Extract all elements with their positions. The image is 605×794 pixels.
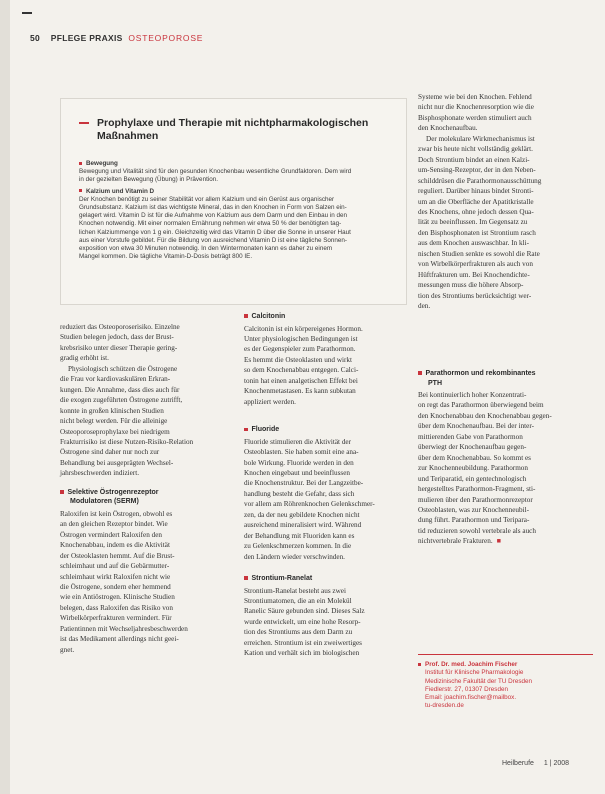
text-line: wie ein Antiöstrogen. Klinische Studien: [60, 593, 175, 602]
text-line: lität zu beeinflussen. Im Gegensatz zu: [418, 218, 528, 227]
text-line: kungen. Die Annahme, dass dies auch für: [60, 385, 180, 394]
text-line: die Knochenstruktur. Bei der Langzeitbe-: [244, 479, 364, 488]
journal-name: Heilberufe: [502, 760, 534, 767]
text-line: Ranelic Säure gebunden sind. Dieses Salz: [244, 607, 365, 616]
text-line: konnte in großen klinischen Studien: [60, 406, 164, 415]
end-of-article-mark: ■: [496, 536, 501, 546]
text-line: die Östrogene, sondern eher hemmend: [60, 582, 171, 591]
text-line: über dem Knochenaufbau. Bei der inter-: [418, 422, 535, 431]
title-line: Maßnahmen: [97, 130, 159, 142]
left-column: [60, 322, 232, 655]
page-number: 50: [30, 33, 41, 43]
text-line: hergestelltes Parathormon-Fragment, sti-: [418, 485, 536, 494]
box-item-line: in der gezielten Bewegung (Übung) in Prävention.: [79, 176, 218, 184]
text-line: mulieren über den Parathormonrezeptor: [418, 495, 533, 504]
author-divider: [418, 654, 593, 655]
text-line: Hüftfrakturen um. Bei Knochendichte-: [418, 270, 530, 279]
text-line: tion des Strontiums berücksichtigt wer-: [418, 291, 532, 300]
text-line: zu Gelenkschmerzen kommen. In die: [244, 542, 352, 551]
box-item-line: aus einer Vorstufe gebildet. Für die Bildung von ausreichend Vitamin D ist eine tägliche Sonnen-: [79, 236, 348, 244]
text-line: schilddrüsen die Parathormonausschüttung: [418, 176, 542, 185]
info-box-title: [79, 117, 399, 143]
text-line: appliziert werden.: [244, 397, 296, 406]
right-column-bottom: [418, 360, 590, 547]
text-line: handlung besteht die Gefahr, dass sich: [244, 489, 355, 498]
bullet-square-icon: [244, 428, 248, 432]
info-box: [60, 98, 407, 305]
text-line: den Knochenabbau den Knochenabbau gegen-: [418, 411, 552, 420]
text-line: Patientinnen mit Wechseljahresbeschwerden: [60, 624, 188, 633]
middle-column: [244, 303, 406, 659]
title-dash-mark: [79, 122, 89, 124]
issue-number: 1 | 2008: [543, 760, 570, 767]
text-line: den Bisphosphonaten ist Strontium rasch: [418, 228, 536, 237]
text-line: und Teriparatid, ein gentechnologisch: [418, 474, 527, 483]
author-affiliation: Medizinische Fakultät der TU Dresden: [425, 677, 532, 685]
box-item-line: Der Knochen benötigt zu seiner Stabilität vor allem Kalzium und ein Gerüst aus organischer: [79, 195, 335, 203]
text-line: bole Wirkung. Fluoride werden in den: [244, 458, 354, 467]
page-edge: [0, 0, 10, 794]
text-line: überwiegt der Knochenaufbau gegen-: [418, 443, 527, 452]
topic-label: OSTEOPOROSE: [128, 33, 204, 43]
text-line: nischen Studien senkte es sowohl die Rate: [418, 249, 540, 258]
box-item-heading: Bewegung: [79, 160, 397, 168]
text-line: wurde entwickelt, um eine hohe Resorp-: [244, 617, 361, 626]
text-line: den Knochenaufbau.: [418, 124, 478, 133]
author-email[interactable]: tu-dresden.de: [425, 702, 464, 710]
text-line: Calcitonin ist ein körpereigenes Hormon.: [244, 324, 363, 333]
box-item-line: Bewegung und Vitalität sind für den gesunden Knochenbau wesentliche Grundfaktoren. Dem wird: [79, 168, 352, 176]
section-heading-fluoride: Fluoride: [244, 425, 406, 435]
bullet-square-icon: [79, 189, 82, 192]
text-line: Bei kontinuierlich hoher Konzentrati-: [418, 391, 527, 399]
text-line: die Frau vor kardiovaskulären Erkran-: [60, 375, 171, 384]
text-line: Östrogen vermindert Raloxifen den: [60, 530, 162, 539]
text-line: es der Gegenspieler zum Parathormon.: [244, 345, 356, 354]
text-line: Bisphosphonate werden stimuliert auch: [418, 113, 532, 122]
text-line: dung führt. Parathormon und Teripara-: [418, 516, 530, 525]
text-line: reduziert das Osteoporoserisiko. Einzelne: [60, 323, 180, 331]
text-line: nichtvertebrale Frakturen. ■: [418, 536, 501, 546]
text-line: Doch Strontium bindet an einen Kalzi-: [418, 155, 530, 164]
text-line: ausreichend mineralisiert wird. Während: [244, 521, 362, 530]
author-email[interactable]: Email: joachim.fischer@mailbox.: [425, 694, 517, 702]
bullet-square-icon: [418, 663, 421, 666]
text-line: Osteoblasten, was zur Knochenneubil-: [418, 505, 529, 514]
author-box: [418, 661, 590, 711]
text-line: gnet.: [60, 645, 75, 654]
text-line: den Ländern wieder verschwinden.: [244, 552, 345, 561]
text-line: mittierenden Gabe von Parathormon: [418, 432, 523, 441]
header-rule: [22, 12, 32, 14]
text-line: Strontiumatomen, die an ein Molekül: [244, 597, 352, 606]
text-line: Frakturrisiko ist diese Nutzen-Risiko-Relation: [60, 437, 194, 446]
text-line: Knochenabbau, indem es die Aktivität: [60, 541, 170, 550]
text-line: jahrsbeschwerden indiziert.: [60, 469, 140, 478]
text-line: des Knochens, ohne jedoch dessen Qua-: [418, 207, 534, 216]
text-line: Östrogene sind daher nur noch zur: [60, 448, 160, 457]
text-line: Unter physiologischen Bedingungen ist: [244, 334, 358, 343]
title-line: Prophylaxe und Therapie mit nichtpharmakologischen: [97, 117, 369, 129]
text-line: krebsrisiko unter dieser Therapie gering-: [60, 343, 178, 352]
text-line: Wirbelkörperfrakturen vermindert. Für: [60, 614, 172, 623]
text-line: der Behandlung mit Fluoriden kann es: [244, 531, 355, 540]
text-line: schleimhaut wirkt Raloxifen nicht wie: [60, 572, 171, 581]
text-line: belegen, dass Raloxifen das Risiko von: [60, 603, 173, 612]
text-line: tion des Strontiums aus dem Darm zu: [244, 628, 353, 637]
text-line: um-Sensing-Rezeptor, der in den Neben-: [418, 166, 536, 175]
text-line: Fluoride stimulieren die Aktivität der: [244, 437, 351, 446]
text-line: on regt das Parathormon überwiegend beim: [418, 401, 544, 410]
text-line: Knochenmetastasen. Es kann subkutan: [244, 387, 356, 396]
text-line: Der molekulare Wirkmechanismus ist: [426, 134, 535, 143]
text-line: um an die Oberfläche der Apatitkristalle: [418, 197, 534, 206]
text-line: Physiologisch schützen die Östrogene: [68, 364, 178, 373]
text-line: tonin hat einen analgetischen Effekt bei: [244, 376, 358, 385]
text-line: Es hemmt die Osteoklasten und wirkt: [244, 355, 352, 364]
text-line: vor allem am Röhrenknochen Gelenkschmer-: [244, 500, 375, 509]
text-line: Osteoporoseprophylaxe bei niedrigem: [60, 427, 170, 436]
text-line: tid reduzieren sowohl vertebrale als auch: [418, 526, 536, 535]
text-line: Behandlung bei ausgeprägten Wechsel-: [60, 458, 174, 467]
bullet-square-icon: [60, 490, 64, 494]
text-line: reguliert. Darüber hinaus bindet Stronti-: [418, 187, 534, 196]
box-item-line: lichen Kalziummenge von 1 g ein. Gleichzeitig wird das Vitamin D über die Sonne in unserer Haut: [79, 228, 351, 236]
text-line: erreichen. Strontium ist ein zweiwertiges: [244, 638, 362, 647]
text-line: Studien belegen jedoch, dass der Brust-: [60, 333, 174, 342]
text-line: schleimhaut und auf die Gebärmutter-: [60, 562, 170, 571]
text-line: der Osteoklasten hemmt. Auf die Brust-: [60, 551, 175, 560]
section-heading-serm: Selektive Östrogenrezeptor Modulatoren (SERM): [60, 488, 232, 507]
bullet-square-icon: [244, 576, 248, 580]
section-heading-parathormon: Parathormon und rekombinantes PTH: [418, 369, 590, 388]
text-line: Knochen eingebaut und beeinflussen: [244, 468, 350, 477]
box-item-line: gelagert wird. Vitamin D ist für die Aufnahme von Kalzium aus dem Darm und den Einbau in den: [79, 212, 347, 220]
text-line: über dem Knochenabbau. So kommt es: [418, 453, 531, 462]
text-line: Strontium-Ranelat besteht aus zwei: [244, 586, 346, 595]
box-item-line: Grundsubstanz. Kalzium ist das wichtigste Mineral, das in den Knochen in Form von Salzen ein-: [79, 204, 347, 212]
text-line: nicht belegt werden. Für die alleinige: [60, 417, 168, 426]
info-box-heading: [97, 117, 399, 143]
text-line: von Wirbelkörperfrakturen als auch von: [418, 260, 533, 269]
text-line: gradig erhöht ist.: [60, 354, 109, 363]
text-line: zen, da der neu gebildete Knochen nicht: [244, 510, 360, 519]
box-item-line: Mangel kommen. Die tägliche Vitamin-D-Dosis beträgt 800 IE.: [79, 253, 253, 261]
info-box-body: [79, 157, 397, 261]
text-line: die exogen zugeführten Östrogene zutrifft,: [60, 396, 183, 405]
box-item-line: exposition von etwa 30 Minuten notwendig. In den Wintermonaten kann es daher zu einem: [79, 245, 333, 253]
section-label: PFLEGE PRAXIS: [50, 33, 123, 43]
page-footer: [502, 760, 569, 767]
text-line: messungen muss die höhere Absorp-: [418, 281, 524, 290]
page-header: [30, 33, 203, 43]
text-line: zwar bis heute nicht vollständig geklärt.: [418, 145, 533, 154]
text-line: aus dem Knochen auswaschbar. In kli-: [418, 239, 529, 248]
right-column-top: [418, 92, 590, 312]
box-item-heading: Kalzium und Vitamin D: [79, 188, 397, 196]
section-heading-calcitonin: Calcitonin: [244, 312, 406, 322]
bullet-square-icon: [244, 314, 248, 318]
text-line: Systeme wie bei den Knochen. Fehlend: [418, 93, 532, 101]
author-affiliation: Institut für Klinische Pharmakologie: [425, 669, 524, 677]
text-line: nicht nur die Knochenresorption wie die: [418, 103, 534, 112]
text-line: den.: [418, 302, 431, 311]
text-line: so dem Knochenabbau entgegen. Calci-: [244, 366, 359, 375]
author-name: Prof. Dr. med. Joachim Fischer: [418, 661, 590, 669]
text-line: an den gleichen Rezeptor bindet. Wie: [60, 520, 168, 529]
author-address: Fiedlerstr. 27, 01307 Dresden: [425, 685, 508, 693]
section-heading-strontium: Strontium-Ranelat: [244, 574, 406, 584]
text-line: Osteoblasten. Sie haben somit eine ana-: [244, 448, 359, 457]
bullet-square-icon: [418, 371, 422, 375]
text-line: zur Knochenneubildung. Parathormon: [418, 464, 528, 473]
text-line: Kation und verhält sich im biologischen: [244, 649, 360, 658]
text-line: Raloxifen ist kein Östrogen, obwohl es: [60, 509, 173, 518]
box-item-line: Knochen notwendig. Mit einer normalen Ernährung nehmen wir etwa 50 % der benötigten tag-: [79, 220, 342, 228]
text-line: ist das Medikament allerdings nicht geei-: [60, 635, 179, 644]
bullet-square-icon: [79, 162, 82, 165]
